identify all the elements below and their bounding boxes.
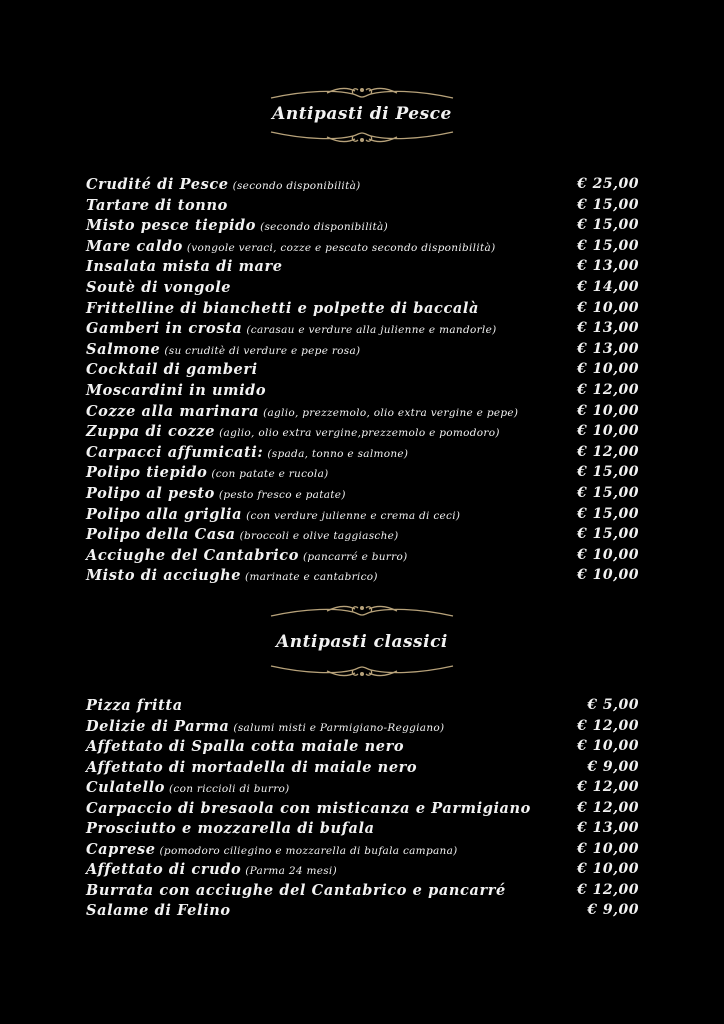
menu-item-name-text: Salame di Felino [86, 902, 231, 919]
menu-item-name-text: Tartare di tonno [86, 196, 228, 214]
menu-item-price: € 15,00 [577, 464, 639, 481]
menu-item-price: € 10,00 [577, 840, 639, 857]
menu-item [86, 759, 639, 779]
menu-item-note: (salumi misti e Parmigiano-Reggiano) [233, 721, 445, 734]
menu-item-name [86, 779, 290, 796]
menu-item-price: € 10,00 [577, 546, 639, 563]
menu-item-price: € 10,00 [577, 861, 639, 877]
menu-item-name [86, 882, 506, 899]
menu-item-name [86, 197, 228, 214]
menu-item-name [86, 361, 258, 378]
menu-item [86, 567, 639, 587]
menu-item-name-text: Cocktail di gamberi [86, 361, 258, 379]
menu-item [86, 800, 639, 820]
menu-item [86, 526, 639, 546]
menu-item-name-text: Polipo alla griglia [86, 505, 243, 523]
menu-item-name [86, 820, 375, 837]
menu-item-price: € 12,00 [577, 881, 639, 898]
menu-item-price: € 9,00 [587, 902, 639, 918]
menu-item [86, 403, 639, 423]
menu-item [86, 547, 639, 567]
menu-item-name [86, 526, 399, 543]
menu-item-note: (spada, tonno e salmone) [267, 447, 409, 460]
menu-item-note: (Parma 24 mesi) [245, 865, 337, 877]
menu-item-name-text: Polipo della Casa [86, 526, 236, 544]
menu-item [86, 258, 639, 278]
menu-item-price: € 12,00 [577, 799, 639, 816]
ornament-bottom-icon [0, 126, 724, 148]
menu-item-name-text: Misto di acciughe [86, 567, 242, 585]
menu-item-name [86, 759, 417, 776]
menu-item [86, 820, 639, 840]
menu-item-name-text: Insalata mista di mare [86, 258, 283, 276]
menu-item-name [86, 738, 404, 755]
menu-item-note: (carasau e verdure alla julienne e mandorle) [246, 324, 497, 337]
menu-item-name [86, 176, 361, 193]
menu-item-name-text: Gamberi in crosta [86, 320, 243, 338]
menu-item-name-text: Salmone [86, 340, 161, 358]
menu-item-name-text: Carpaccio di bresaola con misticanza e Parmigiano [86, 799, 531, 817]
menu-item-price: € 25,00 [577, 176, 639, 192]
menu-item-name-text: Affettato di crudo [86, 861, 242, 878]
menu-item [86, 197, 639, 217]
menu-item-note: (aglio, olio extra vergine,prezzemolo e pomodoro) [219, 427, 500, 440]
menu-item [86, 300, 639, 320]
menu-item-price: € 10,00 [577, 402, 639, 419]
ornament-bottom-icon [0, 660, 724, 682]
menu-item [86, 464, 639, 484]
menu-item-name-text: Delizie di Parma [86, 717, 230, 735]
ornament-top-icon [0, 602, 724, 624]
menu-item [86, 279, 639, 299]
menu-item-name [86, 258, 283, 275]
menu-item-name [86, 506, 460, 523]
menu-item [86, 841, 639, 861]
menu-item-price: € 13,00 [577, 320, 639, 337]
menu-item [86, 882, 639, 902]
menu-item [86, 902, 639, 922]
menu-item-name [86, 567, 378, 584]
menu-item [86, 861, 639, 881]
menu-item-note: (con patate e rucola) [211, 468, 329, 481]
menu-item-name-text: Carpacci affumicati: [86, 443, 264, 461]
menu-item-name-text: Acciughe del Cantabrico [86, 546, 299, 564]
menu-item-name-text: Crudité di Pesce [86, 176, 229, 193]
menu-item [86, 738, 639, 758]
menu-item-name-text: Misto pesce tiepido [86, 217, 257, 235]
menu-item-name [86, 423, 500, 440]
menu-item-name [86, 279, 231, 296]
menu-item-price: € 13,00 [577, 340, 639, 357]
menu-item-name [86, 697, 183, 714]
menu-item [86, 341, 639, 361]
menu-item-name-text: Polipo tiepido [86, 464, 208, 482]
menu-item-name-text: Soutè di vongole [86, 279, 232, 296]
menu-item-price: € 13,00 [577, 820, 639, 836]
menu-item-note: (pomodoro ciliegino e mozzarella di bufala campana) [159, 844, 458, 857]
menu-item-price: € 15,00 [577, 217, 639, 234]
menu-item-note: (aglio, prezzemolo, olio extra vergine e pepe) [263, 406, 519, 419]
menu-item-name-text: Culatello [86, 779, 165, 796]
menu-item [86, 176, 639, 196]
menu-item-price: € 9,00 [587, 758, 639, 775]
menu-item [86, 697, 639, 717]
menu-item-name [86, 444, 408, 461]
menu-item-name-text: Prosciutto e mozzarella di bufala [86, 820, 375, 837]
menu-item-name [86, 320, 497, 337]
menu-item-price: € 15,00 [577, 196, 639, 213]
menu-item-name [86, 861, 337, 878]
menu-item-note: (secondo disponibilità) [232, 180, 361, 192]
menu-item-name [86, 464, 329, 481]
menu-item-price: € 15,00 [577, 485, 639, 501]
section-title-pesce: Antipasti di Pesce [272, 104, 452, 124]
menu-item-price: € 10,00 [577, 423, 639, 440]
menu-item-name [86, 341, 360, 358]
menu-item-price: € 12,00 [577, 717, 639, 734]
menu-item [86, 718, 639, 738]
menu-item-price: € 10,00 [577, 299, 639, 316]
menu-item-price: € 15,00 [577, 237, 639, 254]
menu-item-name-text: Pizza fritta [86, 697, 183, 714]
menu-item-name-text: Caprese [86, 840, 156, 858]
menu-item-name-text: Affettato di mortadella di maiale nero [86, 758, 418, 776]
menu-item [86, 217, 639, 237]
menu-item-name [86, 800, 531, 817]
menu-item-note: (con verdure julienne e crema di ceci) [246, 509, 461, 522]
menu-item-price: € 12,00 [577, 443, 639, 460]
menu-item-name-text: Mare caldo [86, 237, 183, 255]
menu-item-name-text: Moscardini in umido [86, 382, 267, 399]
menu-item-price: € 15,00 [577, 505, 639, 522]
menu-item-note: (pancarré e burro) [303, 550, 408, 563]
menu-item-price: € 13,00 [577, 258, 639, 275]
menu-item-price: € 10,00 [577, 567, 639, 584]
menu-item-name [86, 902, 231, 919]
menu-item-name [86, 485, 346, 502]
menu-item-name-text: Affettato di Spalla cotta maiale nero [86, 738, 405, 755]
menu-item [86, 423, 639, 443]
menu-item-note: (broccoli e olive taggiasche) [239, 530, 399, 543]
menu-item-note: (vongole veraci, cozze e pescato secondo disponibilità) [186, 241, 496, 254]
menu-item-price: € 10,00 [577, 738, 639, 754]
menu-item-name-text: Frittelline di bianchetti e polpette di baccalà [86, 299, 479, 317]
section-title-classici: Antipasti classici [276, 632, 448, 652]
menu-item-note: (su cruditè di verdure e pepe rosa) [164, 344, 361, 357]
menu-item-name [86, 841, 458, 858]
menu-item-note: (secondo disponibilità) [260, 221, 389, 234]
menu-item-name-text: Zuppa di cozze [86, 423, 216, 441]
ornament-top-icon [0, 84, 724, 106]
menu-item-name [86, 300, 479, 317]
menu-item [86, 382, 639, 402]
menu-item-price: € 12,00 [577, 382, 639, 398]
menu-item-name [86, 403, 518, 420]
menu-item [86, 320, 639, 340]
menu-item-name [86, 718, 444, 735]
menu-item-name [86, 547, 407, 564]
menu-item-name [86, 382, 266, 399]
menu-item [86, 485, 639, 505]
menu-item-name [86, 238, 495, 255]
menu-item [86, 361, 639, 381]
menu-item-name-text: Cozze alla marinara [86, 402, 260, 420]
menu-item-price: € 14,00 [577, 279, 639, 295]
menu-item-name [86, 217, 388, 234]
menu-item-price: € 5,00 [587, 697, 639, 713]
menu-item-name-text: Burrata con acciughe del Cantabrico e pancarré [86, 881, 506, 899]
menu-item-note: (con riccioli di burro) [169, 783, 290, 795]
menu-item-name-text: Polipo al pesto [86, 485, 215, 502]
menu-item-price: € 15,00 [577, 526, 639, 543]
menu-item-note: (pesto fresco e patate) [218, 489, 346, 501]
menu-item [86, 506, 639, 526]
menu-item-note: (marinate e cantabrico) [245, 571, 378, 584]
menu-item-price: € 12,00 [577, 779, 639, 795]
menu-item [86, 238, 639, 258]
menu-item-price: € 10,00 [577, 361, 639, 378]
menu-item [86, 779, 639, 799]
menu-item [86, 444, 639, 464]
